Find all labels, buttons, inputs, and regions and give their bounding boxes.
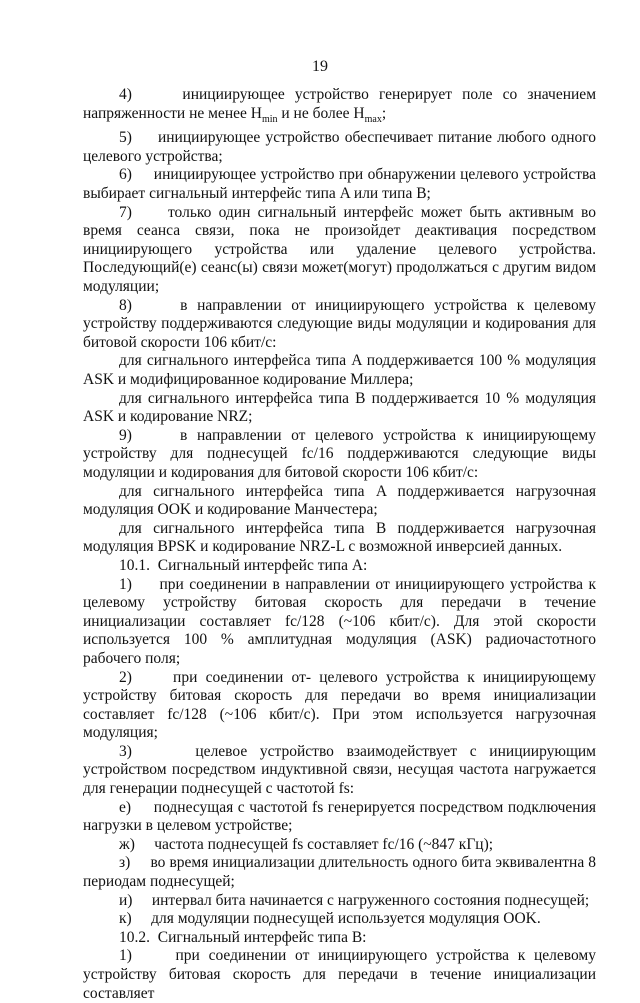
paragraph-subitem-zh: ж) частота поднесущей fs составляет fc/16 (~847 кГц); (119, 835, 494, 853)
paragraph-subitem-k: к) для модуляции поднесущей используется модуляция OOK. (119, 910, 541, 928)
paragraph-type-b-reverse: для сигнального интерфейса типа B поддерживается нагрузочная модуляция BPSK и кодирование NRZ-L с возможной инверсией данных. (83, 519, 596, 556)
paragraph-type-a-reverse: для сигнального интерфейса типа A поддерживается нагрузочная модуляция OOK и кодирование Манчестера; (83, 482, 596, 519)
paragraph-10-1-item-2: 2) при соединении от- целевого устройства к инициирующему устройству битовая скорость для передачи во время инициализации составляет fc/128 (~106 кбит/с). При этом используется нагрузочная модуляция; (83, 668, 596, 742)
paragraph-subitem-z: з) во время инициализации длительность одного бита эквивалентна 8 периодам поднесущей; (83, 854, 596, 891)
paragraph-item-8: 8) в направлении от инициирующего устройства к целевому устройству поддерживаются следующие виды модуляции и кодирования для битовой скорости 106 кбит/с: (83, 296, 596, 351)
paragraph-subitem-i: и) интервал бита начинается с нагруженного состояния поднесущей; (119, 891, 590, 909)
paragraph-item-5: 5) инициирующее устройство обеспечивает питание любого одного целевого устройства; (83, 129, 596, 165)
page-number: 19 (312, 58, 328, 75)
paragraph-item-6: 6) инициирующее устройство при обнаружении целевого устройства выбирает сигнальный интерфейс типа A или типа B; (83, 166, 596, 203)
paragraph-item-9: 9) в направлении от целевого устройства к инициирующему устройству для поднесущей fc/16 поддерживаются следующие виды модуляции и кодирования для битовой скорости 106 кбит/с: (83, 426, 596, 481)
paragraph-type-b-forward: для сигнального интерфейса типа B поддерживается 10 % модуляция ASK и кодирование NRZ; (83, 389, 596, 426)
section-heading-10-1: 10.1. Сигнальный интерфейс типа A: (119, 556, 368, 574)
paragraph-10-1-item-1: 1) при соединении в направлении от инициирующего устройства к целевому устройству битовая скорость для передачи в течение инициализации составляет fc/128 (~106 кбит/с). Для этой скорости используется 100 % амплитудная модуляция (ASK) радиочастотного рабочего поля; (83, 575, 596, 667)
document-body (83, 86, 596, 1003)
paragraph-type-a-forward: для сигнального интерфейса типа A поддерживается 100 % модуляция ASK и модифицированное кодирование Миллера; (83, 352, 596, 388)
paragraph-subitem-e: е) поднесущая с частотой fs генерируется посредством подключения нагрузки в целевом устройстве; (83, 798, 596, 835)
section-heading-10-2: 10.2. Сигнальный интерфейс типа B: (119, 928, 367, 946)
paragraph-item-4: 4) инициирующее устройство генерирует поле со значением напряженности не менее $H_{min}$ и не более $H_{max}$; (83, 86, 596, 125)
paragraph-10-2-item-1: 1) при соединении от инициирующего устройства к целевому устройству битовая скорость для передачи в течение инициализации составляет (83, 947, 596, 1002)
paragraph-10-1-item-3: 3) целевое устройство взаимодействует с инициирующим устройством посредством индуктивной связи, несущая частота нагружается для генерации поднесущей с частотой fs: (83, 742, 596, 798)
paragraph-item-7: 7) только один сигнальный интерфейс может быть активным во время сеанса связи, пока не произойдет деактивация посредством инициирующего устройства или удаление целевого устройства. Последующий(е) сеанс(ы) связи может(могут) продолжаться с другим видом модуляции; (83, 203, 596, 296)
